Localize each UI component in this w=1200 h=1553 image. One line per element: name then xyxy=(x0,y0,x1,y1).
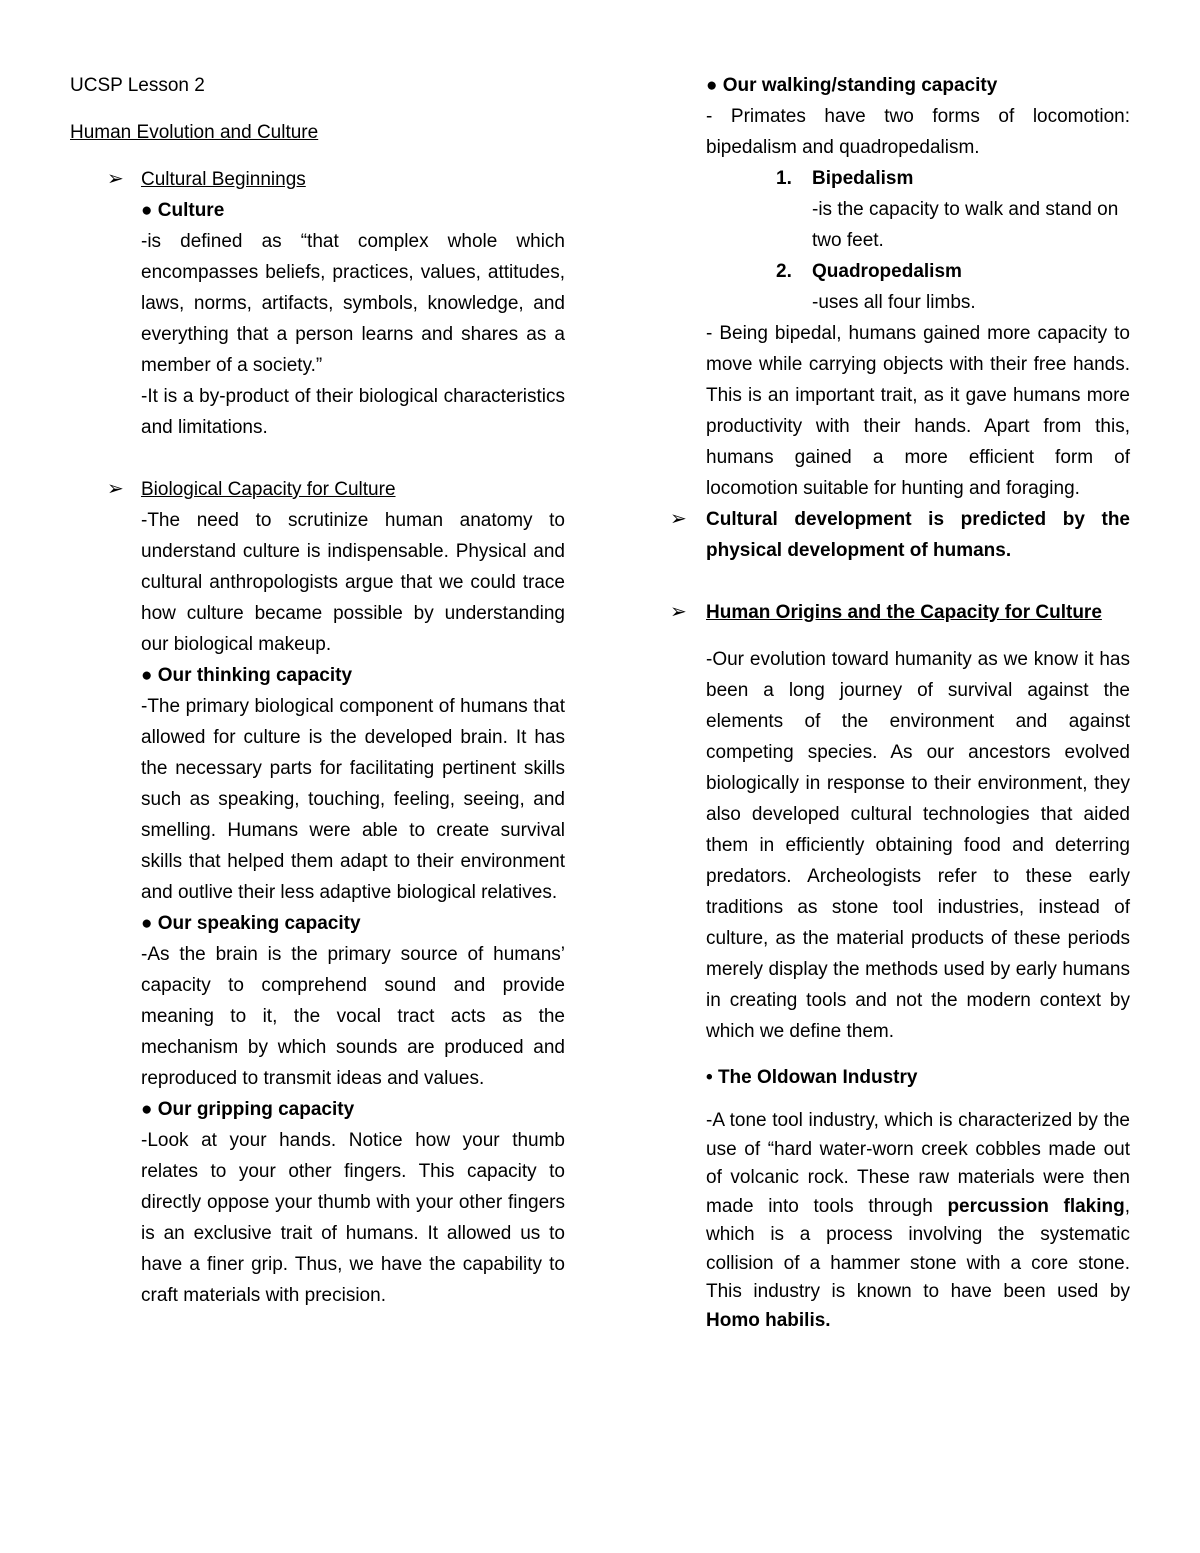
culture-label-row xyxy=(141,195,565,226)
thinking-text: -The primary biological component of humans that allowed for culture is the developed brain. It has the necessary parts for facilitating pertinent skills such as speaking, touching, feeling, seeing, and smelling. Humans were able to create survival skills that helped them adapt to their environment and outlive their less adaptive biological relatives. xyxy=(141,696,565,903)
gripping-text: -Look at your hands. Notice how your thumb relates to your other fingers. This capacity to directly oppose your thumb with your other fingers is an exclusive trait of humans. It allowed us to have a finer grip. Thus, we have the capability to craft materials with precision. xyxy=(141,1130,565,1306)
oldowan-label: The Oldowan Industry xyxy=(717,1067,918,1088)
thinking-label-row xyxy=(141,660,565,691)
section-biological-capacity xyxy=(70,474,565,505)
walking-label: Our walking/standing capacity xyxy=(722,75,998,96)
list-number: 1. xyxy=(776,168,792,189)
left-column xyxy=(70,70,565,1311)
spacer xyxy=(70,443,565,474)
oldowan-text-part: , which is a process involving the systematic collision of a hammer stone with a core stone. This industry is known to have been used by xyxy=(706,1195,1131,1302)
main-heading: Human Evolution and Culture xyxy=(70,122,319,143)
cultural-development-statement xyxy=(670,504,1130,566)
culture-byproduct: -It is a by-product of their biological characteristics and limitations. xyxy=(141,386,565,438)
section-human-origins xyxy=(670,597,1130,628)
section-heading: Biological Capacity for Culture xyxy=(141,479,396,500)
right-column xyxy=(670,70,1131,1335)
oldowan-text-part: -A tone tool industry, which is characterized by the use of “hard water-worn creek cobbles made out of volcanic rock. These raw materials were then made into tools through xyxy=(706,1110,1130,1217)
bullet-icon: ● xyxy=(141,200,153,221)
oldowan-paragraph xyxy=(706,1107,1130,1335)
arrow-bullet-icon: ➢ xyxy=(107,478,124,500)
walking-label-row xyxy=(706,70,1130,101)
lesson-title: UCSP Lesson 2 xyxy=(70,75,205,96)
bullet-icon: ● xyxy=(706,75,718,96)
bullet-icon: ● xyxy=(141,1099,153,1120)
gripping-label: Our gripping capacity xyxy=(157,1099,355,1120)
speaking-label: Our speaking capacity xyxy=(157,913,361,934)
walking-intro: - Primates have two forms of locomotion: bipedalism and quadropedalism. xyxy=(706,106,1130,158)
arrow-bullet-icon: ➢ xyxy=(107,168,124,190)
oldowan-emphasis: Homo habilis. xyxy=(706,1309,831,1331)
arrow-bullet-icon: ➢ xyxy=(670,508,687,530)
section-heading: Cultural Beginnings xyxy=(141,169,306,190)
list-item-quadropedalism xyxy=(776,256,1130,287)
list-item-bipedalism xyxy=(776,163,1130,194)
speaking-label-row xyxy=(141,908,565,939)
gripping-label-row xyxy=(141,1094,565,1125)
section-cultural-beginnings xyxy=(70,164,565,195)
culture-label: Culture xyxy=(157,200,225,221)
culture-definition: -is defined as “that complex whole which encompasses beliefs, practices, values, attitudes, laws, norms, artifacts, symbols, knowledge, and everything that a person learns and shares as a member of a society.” xyxy=(141,231,565,376)
oldowan-emphasis: percussion flaking xyxy=(947,1195,1125,1217)
speaking-text: -As the brain is the primary source of humans’ capacity to comprehend sound and provide meaning to it, the vocal tract acts as the mechanism by which sounds are produced and reproduced to transmit ideas and values. xyxy=(141,944,565,1089)
origins-text: -Our evolution toward humanity as we know it has been a long journey of survival against the elements of the environment and against competing species. As our ancestors evolved biologically in response to their environment, they also developed cultural technologies that aided them in efficiently obtaining food and deterring predators. Archeologists refer to these early traditions as stone tool industries, instead of culture, as the material products of these periods merely display the methods used by early humans in creating tools and not the modern context by which we define them. xyxy=(706,649,1130,1042)
bipedal-text: - Being bipedal, humans gained more capacity to move while carrying objects with their free hands. This is an important trait, as it gave humans more productivity with their hands. Apart from this, humans gained a more efficient form of locomotion suitable for hunting and foraging. xyxy=(706,323,1130,499)
oldowan-label-row xyxy=(706,1062,1130,1093)
bullet-icon: • xyxy=(706,1067,713,1088)
spacer xyxy=(706,566,1130,597)
section-heading: Human Origins and the Capacity for Culture xyxy=(706,602,1102,623)
list-label: Quadropedalism xyxy=(812,261,962,282)
list-description: -is the capacity to walk and stand on two feet. xyxy=(812,199,1119,251)
thinking-label: Our thinking capacity xyxy=(157,665,353,686)
bullet-icon: ● xyxy=(141,665,153,686)
biological-intro: -The need to scrutinize human anatomy to understand culture is indispensable. Physical and cultural anthropologists argue that we could trace how culture became possible by understanding our biological makeup. xyxy=(141,510,565,655)
bullet-icon: ● xyxy=(141,913,153,934)
arrow-bullet-icon: ➢ xyxy=(670,601,687,623)
list-number: 2. xyxy=(776,261,792,282)
list-label: Bipedalism xyxy=(812,168,914,189)
list-description: -uses all four limbs. xyxy=(812,292,976,313)
cultural-development-text: Cultural development is predicted by the physical development of humans. xyxy=(706,509,1130,561)
